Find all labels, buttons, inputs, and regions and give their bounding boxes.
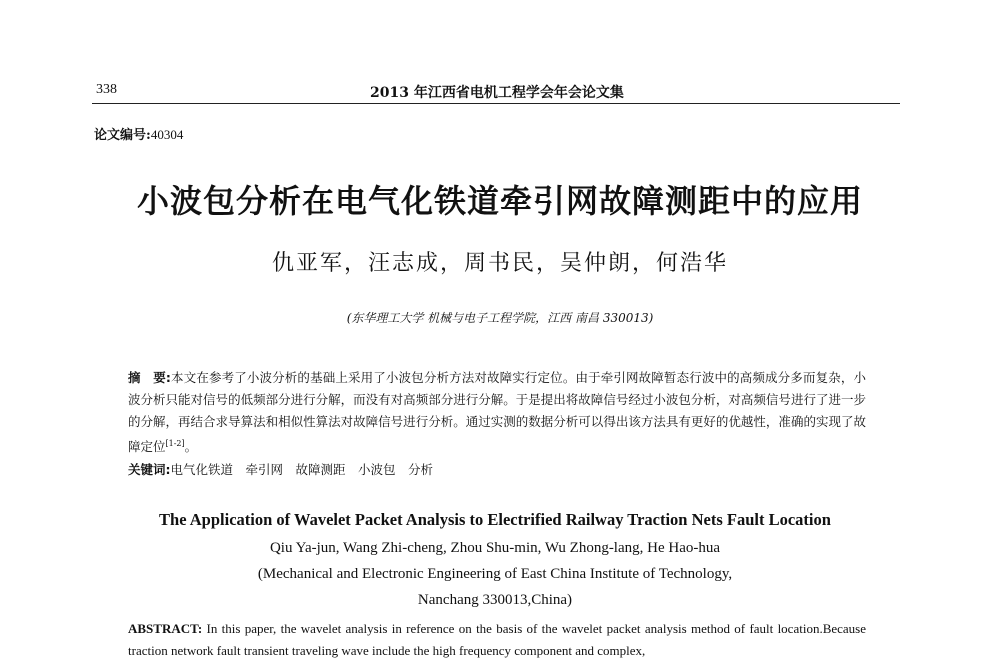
keywords-chinese <box>128 460 433 478</box>
affiliation-chinese: (东华理工大学 机械与电子工程学院，江西 南昌 330013) <box>346 311 654 325</box>
header-rule <box>92 103 900 104</box>
abstract-chinese-end: 。 <box>184 439 198 455</box>
page-number: 338 <box>96 82 117 97</box>
abstract-english <box>128 618 866 662</box>
abstract-english-text: In this paper, the wavelet analysis in reference on the basis of the wavelet packet analysis method of fault location.Because traction network fault transient traveling wave include the high frequency component and complex, <box>128 621 867 658</box>
abstract-chinese-text: 本文在参考了小波分析的基础上采用了小波包分析方法对故障实行定位。由于牵引网故障暂态行波中的高频成分多而复杂，小波分析只能对信号的低频部分进行分解，而没有对高频部分进行分解。于是提出将故障信号经过小波包分析，对高频信号进行了进一步的分解，再结合求导算法和相似性算法对故障信号进行分析。通过实测的数据分析可以得出该方法具有更好的优越性，准确的实现了故障定位 <box>128 370 866 455</box>
affiliation-english-line2: Nanchang 330013,China) <box>417 592 573 608</box>
title-chinese: 小波包分析在电气化铁道牵引网故障测距中的应用 <box>136 182 863 220</box>
paper-number-value: 40304 <box>150 127 184 142</box>
abstract-chinese <box>128 367 866 458</box>
keywords-chinese-label: 关键词: <box>128 462 171 477</box>
paper-number-label: 论文编号: <box>94 128 151 143</box>
keywords-chinese-text: 电气化铁道 牵引网 故障测距 小波包 分析 <box>170 462 434 477</box>
affiliation-english-line1: (Mechanical and Electronic Engineering of East China Institute of Technology, <box>257 566 733 582</box>
abstract-english-label: ABSTRACT: <box>128 621 203 636</box>
authors-chinese: 仇亚军，汪志成，周书民，吴仲朗，何浩华 <box>271 251 728 276</box>
paper-number <box>94 124 183 143</box>
abstract-chinese-ref: [1-2] <box>165 439 185 448</box>
title-english: The Application of Wavelet Packet Analysis to Electrified Railway Traction Nets Fault Location <box>159 510 831 529</box>
authors-english: Qiu Ya-jun, Wang Zhi-cheng, Zhou Shu-min, Wu Zhong-lang, He Hao-hua <box>269 540 721 556</box>
running-header: 2013 年江西省电机工程学会年会论文集 <box>370 85 624 101</box>
abstract-chinese-label: 摘 要: <box>128 370 171 385</box>
